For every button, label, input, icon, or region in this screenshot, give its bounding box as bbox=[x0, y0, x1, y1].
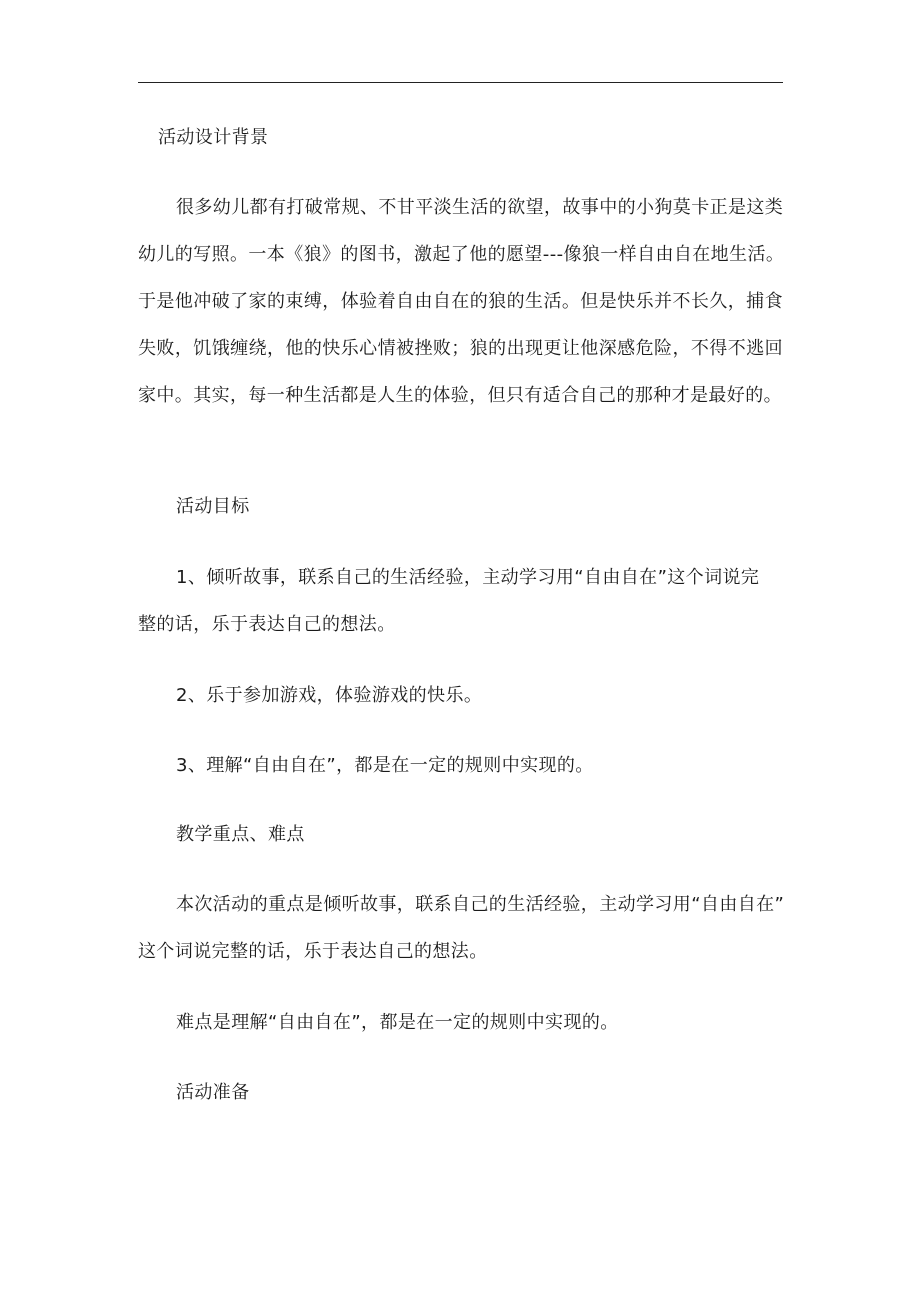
goal-item-2: 2、乐于参加游戏，体验游戏的快乐。 bbox=[176, 685, 483, 706]
background-paragraph-line: 幼儿的写照。一本《狼》的图书，激起了他的愿望---像狼一样自由自在地生活。 bbox=[138, 244, 785, 265]
background-paragraph-line: 家中。其实，每一种生活都是人生的体验，但只有适合自己的那种才是最好的。 bbox=[138, 385, 782, 406]
background-paragraph-line: 失败，饥饿缠绕，他的快乐心情被挫败；狼的出现更让他深感危险，不得不逃回 bbox=[138, 338, 783, 359]
goal-item-3: 3、理解“自由自在”，都是在一定的规则中实现的。 bbox=[176, 755, 594, 776]
background-paragraph-line: 很多幼儿都有打破常规、不甘平淡生活的欲望，故事中的小狗莫卡正是这类 bbox=[176, 197, 784, 218]
focus-paragraph-line: 这个词说完整的话，乐于表达自己的想法。 bbox=[138, 941, 488, 962]
preparation-heading: 活动准备 bbox=[176, 1082, 250, 1103]
goals-heading: 活动目标 bbox=[176, 496, 250, 517]
header-rule bbox=[138, 82, 783, 83]
difficulty-paragraph: 难点是理解“自由自在”，都是在一定的规则中实现的。 bbox=[176, 1012, 619, 1033]
goal-item-1-line: 1、倾听故事，联系自己的生活经验，主动学习用“自由自在”这个词说完 bbox=[176, 567, 760, 588]
goal-item-1-line: 整的话，乐于表达自己的想法。 bbox=[138, 614, 396, 635]
background-heading: 活动设计背景 bbox=[158, 127, 269, 148]
key-points-heading: 教学重点、难点 bbox=[176, 824, 305, 845]
background-paragraph-line: 于是他冲破了家的束缚，体验着自由自在的狼的生活。但是快乐并不长久，捕食 bbox=[138, 291, 783, 312]
focus-paragraph-line: 本次活动的重点是倾听故事，联系自己的生活经验，主动学习用“自由自在” bbox=[176, 894, 785, 915]
